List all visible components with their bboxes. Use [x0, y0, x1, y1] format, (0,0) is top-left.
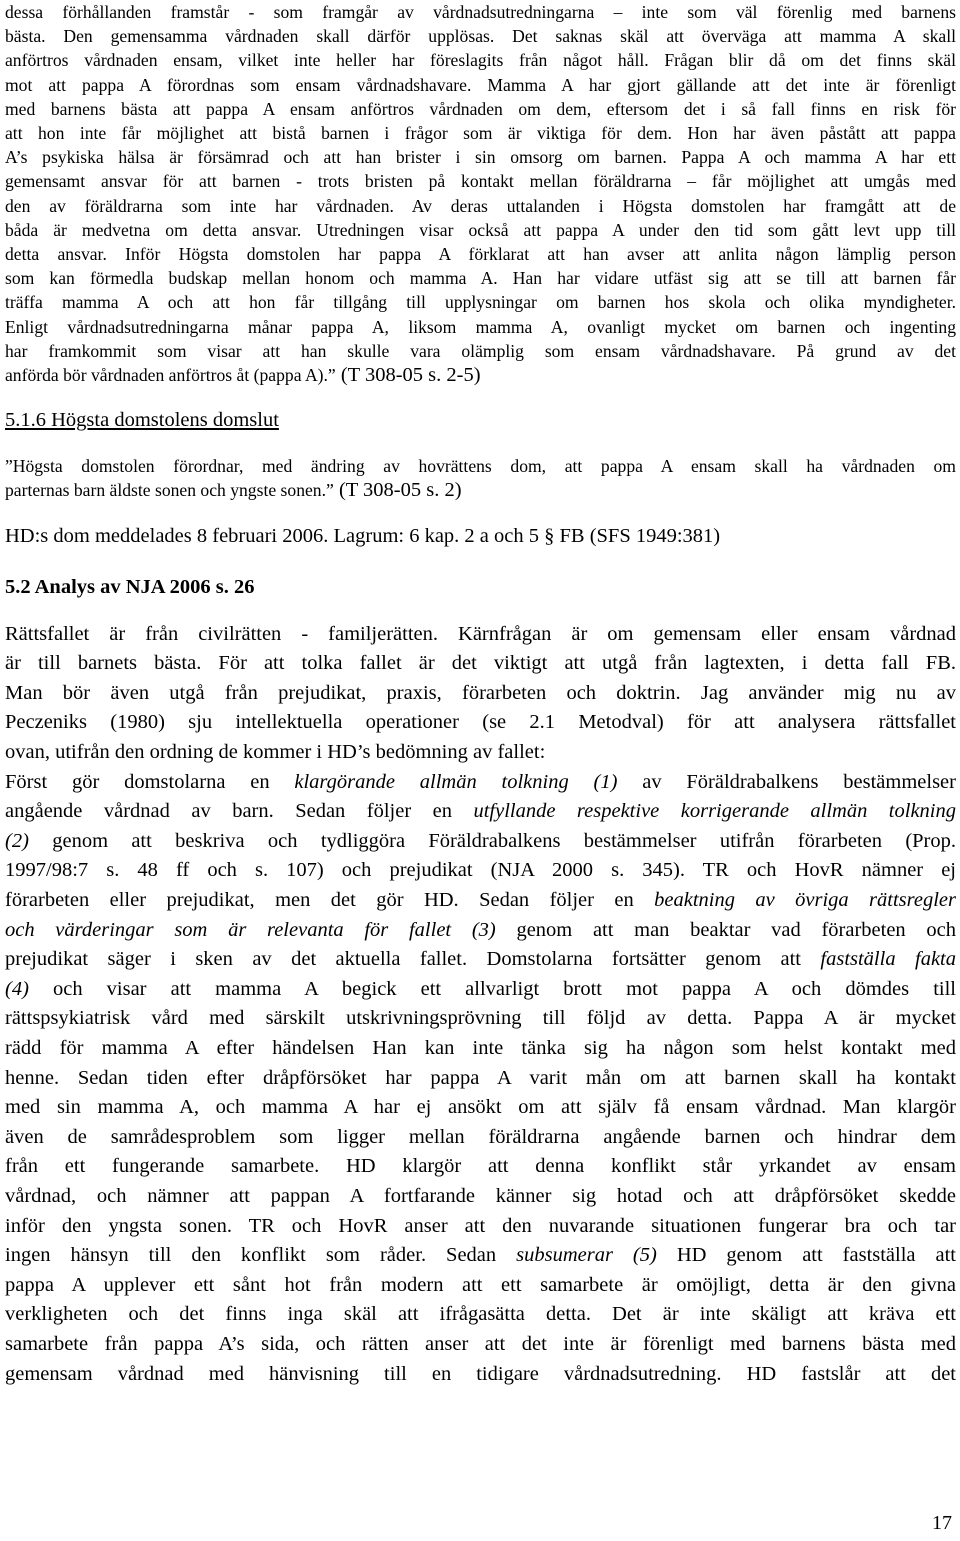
italic-term: fastställa fakta	[820, 948, 956, 971]
text-run: och visar att mamma A begick ett allvarligt brott mot pappa A och dömdes till	[28, 977, 956, 1000]
analysis-line	[5, 768, 956, 798]
text-run: Först gör domstolarna en	[5, 770, 295, 793]
analysis-line	[5, 945, 956, 975]
quote-line: dessa förhållanden framstår - som framgår av vårdnadsutredningarna – inte som väl förenlig med barnens	[5, 2, 956, 22]
verdict-line: HD:s dom meddelades 8 februari 2006. Lagrum: 6 kap. 2 a och 5 § FB (SFS 1949:381)	[5, 524, 721, 547]
analysis-line	[5, 1241, 956, 1271]
analysis-line	[5, 797, 956, 827]
italic-term: utfyllande respektive korrigerande allmän tolkning	[473, 800, 956, 823]
analysis-line	[5, 738, 956, 768]
text-run: vårdnad, och nämner att pappan A fortfarande känner sig hotad och att dråpförsöket skedde	[5, 1184, 956, 1207]
analysis-line	[5, 916, 956, 946]
analysis-line	[5, 827, 956, 857]
text-run: med sin mamma A, och mamma A har ej ansökt om att själv få ensam vårdnad. Man klargör	[5, 1096, 956, 1119]
quote-line: A’s psykiska hälsa är försämrad och att han brister i sin omsorg om barnen. Pappa A och mamma A har ett	[5, 147, 956, 168]
text-run: från ett fungerande samarbete. HD klargör att denna konflikt står yrkandet av ensam	[5, 1155, 956, 1178]
text-run: gemensam vårdnad med hänvisning till en tidigare vårdnadsutredning. HD fastslår att det	[5, 1362, 956, 1385]
analysis-line	[5, 649, 956, 679]
analysis-line	[5, 679, 956, 709]
ruling-line: ”Högsta domstolen förordnar, med ändring av hovrättens dom, att pappa A ensam skall ha vårdnaden om	[5, 456, 956, 477]
analysis-line	[5, 1182, 956, 1212]
text-run: rädd för mamma A efter händelsen Han kan inte tänka sig ha någon som helst kontakt med	[5, 1036, 956, 1059]
text-run: ingen hänsyn till den konflikt som råder. Sedan	[5, 1244, 517, 1267]
text-run: rättspsykiatrisk vård med särskilt utskrivningsprövning till följd av detta. Pappa A är mycket	[5, 1007, 956, 1030]
text-run: inför den yngsta sonen. TR och HovR anser att den nuvarande situationen fungerar bra och tar	[5, 1214, 956, 1237]
section-heading-5-1-6: 5.1.6 Högsta domstolens domslut	[5, 409, 279, 432]
quote-citation: (T 308-05 s. 2-5)	[335, 364, 481, 387]
analysis-line	[5, 856, 956, 886]
analysis-line	[5, 1152, 956, 1182]
analysis-line	[5, 620, 956, 650]
page-number: 17	[932, 1512, 952, 1534]
analysis-line	[5, 1212, 956, 1242]
text-run: Man bör även utgå från prejudikat, praxis, förarbeten och doktrin. Jag använder mig nu av	[5, 681, 956, 704]
quote-line: detta ansvar. Inför Högsta domstolen har pappa A förklarat att han avser att anlita någon lämplig person	[5, 244, 956, 265]
analysis-line	[5, 1093, 956, 1123]
quote-line: Enligt vårdnadsutredningarna månar pappa A, liksom mamma A, ovanligt mycket om barnen och ingenting	[5, 316, 956, 337]
quote-last-line: anförda bör vårdnaden anförtros åt (pappa A).” (T 308-05 s. 2-5)	[5, 364, 481, 387]
text-run: Rättsfallet är från civilrätten - familjerätten. Kärnfrågan är om gemensam eller ensam vårdnad	[5, 622, 956, 645]
analysis-line	[5, 886, 956, 916]
analysis-line	[5, 1300, 956, 1330]
italic-term: (2)	[5, 829, 29, 852]
text-run: samarbete från pappa A’s sida, och rätten anser att det inte är förenligt med barnens bästa med	[5, 1332, 956, 1355]
quote-line: som kan förmedla budskap mellan honom och mamma A. Han har vidare utfäst sig att se till att barnen får	[5, 268, 956, 289]
quote-lines	[5, 0, 956, 363]
text-run: HD genom att fastställa att	[656, 1244, 956, 1267]
quote-line: att hon inte får möjlighet att bistå barnen i frågor som är viktiga för dem. Hon har även påstått att pappa	[5, 123, 956, 144]
analysis-line	[5, 1034, 956, 1064]
text-run: förarbeten eller prejudikat, men det gör HD. Sedan följer en	[5, 889, 655, 911]
text-run: angående vårdnad av barn. Sedan följer en	[5, 800, 474, 823]
quote-line: båda är medvetna om detta ansvar. Utredningen visar också att pappa A under den tid som gått levt upp till	[5, 219, 956, 240]
text-run: även de samrådesproblem som ligger mellan föräldrarna angående barnen och hindrar dem	[5, 1125, 956, 1148]
italic-term: (4)	[5, 977, 29, 1000]
text-run: prejudikat säger i sken av det aktuella fallet. Domstolarna fortsätter genom att	[5, 948, 821, 971]
text-run: är till barnets bästa. För att tolka fallet är det viktigt att utgå från lagtexten, i detta fall FB.	[5, 652, 956, 675]
text-run: verkligheten och det finns inga skäl att ifrågasätta detta. Det är inte skäligt att kräva ett	[5, 1303, 956, 1326]
supreme-court-ruling	[5, 454, 956, 502]
italic-term: och värderingar som är relevanta för fallet (3)	[5, 918, 496, 941]
quote-line: mot att pappa A förordnas som ensam vårdnadshavare. Mamma A har gjort gällande att det inte är förenligt	[5, 74, 956, 95]
quote-line: den av föräldrarna som inte har vårdnaden. Av deras uttalanden i Högsta domstolen har framgått att de	[5, 195, 956, 216]
italic-term: subsumerar (5)	[516, 1244, 657, 1267]
analysis-line	[5, 1271, 956, 1301]
document-page	[5, 0, 956, 1389]
text-run: genom att beskriva och tydliggöra Föräldrabalkens bestämmelser utifrån förarbeten (Prop.	[28, 829, 956, 852]
analysis-line	[5, 1360, 956, 1390]
quote-line: med barnens bästa att pappa A ensam anförtros vårdnaden om dem, eftersom det i så fall finns en risk för	[5, 98, 956, 119]
quote-line: bästa. Den gemensamma vårdnaden skall därför upplösas. Det saknas skäl att överväga att mamma A skall	[5, 26, 956, 47]
quote-line: har framkommit som visar att han skulle vara olämplig som ensam vårdnadshavare. På grund av det	[5, 340, 956, 361]
court-quote	[5, 0, 956, 387]
quote-line: gemensamt ansvar för att barnen - trots bristen på kontakt mellan föräldrarna – får möjlighet att umgås med	[5, 171, 956, 192]
text-run: pappa A upplever ett sånt hot från modern att ett samarbete är omöjligt, detta är den givna	[5, 1273, 956, 1296]
quote-line: träffa mamma A och att hon får tillgång till upplysningar om barnen hos skola och olika myndigheter.	[5, 292, 956, 313]
analysis-line	[5, 1064, 956, 1094]
italic-term: beaktning av övriga rättsregler	[654, 889, 956, 911]
text-run: genom att man beaktar vad förarbeten och	[495, 918, 956, 941]
text-run: Peczeniks (1980) sju intellektuella operationer (se 2.1 Metodval) för att analysera rättsfallet	[5, 711, 956, 734]
analysis-paragraph	[5, 620, 956, 1389]
text-run: henne. Sedan tiden efter dråpförsöket har pappa A varit mån om att barnen skall ha kontakt	[5, 1066, 956, 1089]
text-run: 1997/98:7 s. 48 ff och s. 107) och prejudikat (NJA 2000 s. 345). TR och HovR nämner ej	[5, 859, 956, 882]
analysis-line	[5, 975, 956, 1005]
text-run: ovan, utifrån den ordning de kommer i HD’s bedömning av fallet:	[5, 741, 546, 764]
italic-term: klargörande allmän tolkning (1)	[294, 770, 618, 793]
analysis-line	[5, 1123, 956, 1153]
ruling-line: parternas barn äldste sonen och yngste sonen.” (T 308-05 s. 2)	[5, 479, 462, 502]
analysis-line	[5, 1330, 956, 1360]
analysis-line	[5, 1004, 956, 1034]
text-run: av Föräldrabalkens bestämmelser	[617, 770, 956, 793]
analysis-line	[5, 708, 956, 738]
section-heading-5-2: 5.2 Analys av NJA 2006 s. 26	[5, 575, 255, 598]
ruling-citation: (T 308-05 s. 2)	[333, 479, 462, 502]
quote-line: anförtros vårdnaden ensam, vilket inte heller har föreslagits från något håll. Frågan blir då om det finns skäl	[5, 50, 956, 71]
